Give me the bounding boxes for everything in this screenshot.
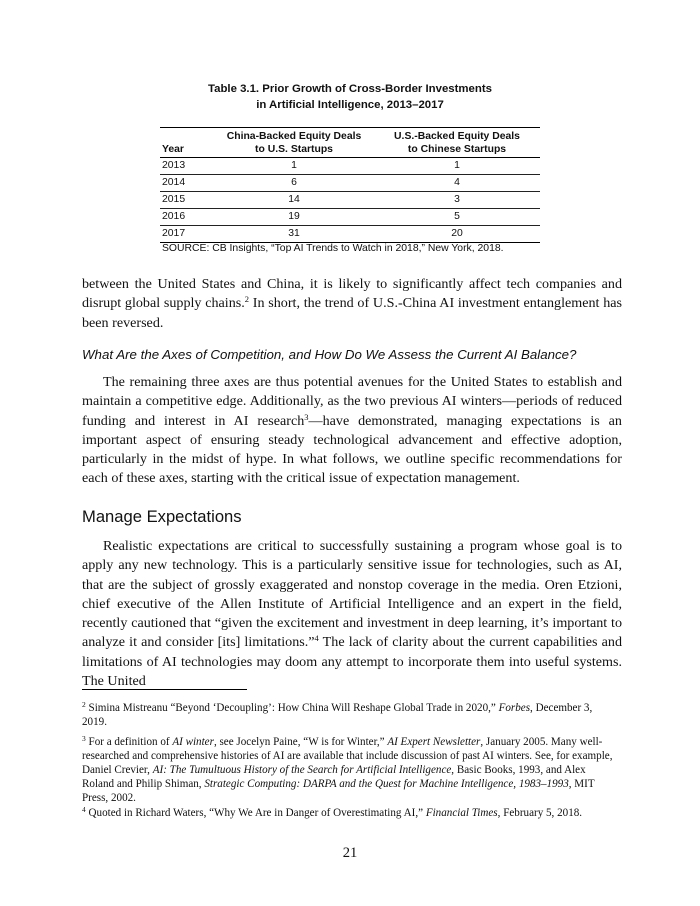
footnote-text: , see Jocelyn Paine, “W is for Winter,” [213, 736, 388, 748]
footnote-text: Quoted in Richard Waters, “Why We Are in Danger of Overestimating AI,” [85, 807, 426, 819]
footnote-text: , January 2005. Many well-researched and comprehensive histories of AI are available that include discussion of past AI winters. See, for example, Daniel Crevier, [82, 736, 613, 777]
cell-year: 2016 [160, 209, 214, 226]
header-us-line-1: U.S.-Backed Equity Deals [394, 131, 520, 142]
table-caption-line-2: in Artificial Intelligence, 2013–2017 [256, 98, 444, 111]
table-row [160, 209, 540, 226]
footnote-text: , February 5, 2018. [497, 807, 583, 819]
footnote-italic: AI: The Tumultuous History of the Search for Artificial Intelligence [152, 764, 452, 777]
table-caption-line-1: Table 3.1. Prior Growth of Cross-Border Investments [208, 83, 492, 95]
header-us-backed [374, 128, 540, 158]
footnote-number: 4 [82, 805, 86, 814]
table-row [160, 175, 540, 192]
body-paragraph-1 [82, 275, 622, 333]
footnote-text: Simina Mistreanu “Beyond ‘Decoupling’: How China Will Reshape Global Trade in 2020,” [85, 702, 499, 714]
paragraph-text: —have demonstrated, managing expectations is an important aspect of ensuring steady technological advancement and effective adoption, particularly in the midst of hype. In what follows, we outline specific recommendations for each of these axes, starting with the critical issue of expectation management. [82, 412, 622, 487]
cell-year: 2015 [160, 192, 214, 209]
footnote-number: 3 [82, 734, 86, 743]
footnote-4 [82, 806, 617, 820]
table-source: SOURCE: CB Insights, “Top AI Trends to Watch in 2018,” New York, 2018. [162, 243, 504, 254]
footnote-number: 2 [82, 700, 86, 709]
section-heading-axes: What Are the Axes of Competition, and How Do We Assess the Current AI Balance? [82, 347, 577, 362]
cell-china-deals: 6 [214, 175, 374, 192]
body-paragraph-3 [82, 537, 622, 691]
cell-us-deals: 3 [374, 192, 540, 209]
footnote-ref-3: 3 [304, 411, 309, 422]
footnote-ref-2: 2 [244, 294, 250, 305]
table-row [160, 158, 540, 175]
footnote-text: , MIT Press, 2002. [82, 778, 595, 805]
footnote-text: , Basic Books, 1993, and Alex Roland and Philip Shiman, [82, 764, 586, 791]
header-year: Year [160, 128, 214, 158]
section-heading-manage-expectations: Manage Expectations [82, 507, 242, 526]
cell-us-deals: 4 [374, 175, 540, 192]
cell-us-deals: 1 [374, 158, 540, 175]
header-china-backed [214, 128, 374, 158]
footnote-3 [82, 735, 617, 805]
paragraph-text: between the United States and China, it is likely to significantly affect tech companies and disrupt global supply chains. [82, 276, 622, 312]
cell-year: 2017 [160, 226, 214, 243]
footnote-divider [82, 689, 247, 690]
paragraph-text: Realistic expectations are critical to successfully sustaining a program whose goal is to apply any new technology. This is a particularly sensitive issue for technologies, such as AI, that are the subject of grossly exaggerated and nonstop coverage in the media. Oren Etzioni, chief executive of the Allen Institute of Artificial Intelligence and an expert in the field, recently cautioned that “given the excitement and investment in deep learning, it’s important to analyze it and consider [its] limitations.” [82, 538, 622, 651]
footnote-text: For a definition of [85, 736, 173, 748]
table-header-row [160, 128, 540, 158]
cell-china-deals: 31 [214, 226, 374, 243]
footnote-italic: Forbes [498, 702, 531, 714]
header-china-line-2: to U.S. Startups [255, 143, 333, 155]
footnote-text: , December 3, 2019. [82, 702, 593, 729]
cell-year: 2014 [160, 175, 214, 192]
paragraph-text: The remaining three axes are thus potential avenues for the United States to establish and maintain a competitive edge. Additionally, as the two previous AI winters—periods of reduced funding and interest in AI research [82, 374, 622, 429]
cell-us-deals: 20 [374, 226, 540, 243]
page-number: 21 [342, 845, 358, 861]
cell-china-deals: 14 [214, 192, 374, 209]
header-china-line-1: China-Backed Equity Deals [226, 131, 362, 142]
footnote-italic: Strategic Computing: DARPA and the Quest for Machine Intelligence, 1983–1993 [204, 778, 569, 791]
header-us-line-2: to Chinese Startups [407, 143, 507, 155]
cell-china-deals: 1 [214, 158, 374, 175]
footnote-ref-4: 4 [314, 633, 319, 644]
cell-china-deals: 19 [214, 209, 374, 226]
investment-table [160, 127, 540, 243]
paragraph-text: In short, the trend of U.S.-China AI investment entanglement has been reversed. [82, 295, 622, 331]
cell-year: 2013 [160, 158, 214, 175]
table-row [160, 226, 540, 243]
footnote-italic: AI Expert Newsletter [387, 736, 481, 748]
table-caption [160, 82, 540, 113]
paragraph-text: The lack of clarity about the current capabilities and limitations of AI technologies may doom any attempt to incorporate them into useful systems. The United [82, 634, 622, 690]
cell-us-deals: 5 [374, 209, 540, 226]
body-paragraph-2 [82, 373, 622, 489]
footnote-italic: Financial Times [425, 807, 498, 819]
footnote-italic: AI winter [172, 736, 214, 748]
table-row [160, 192, 540, 209]
footnote-2 [82, 701, 617, 729]
